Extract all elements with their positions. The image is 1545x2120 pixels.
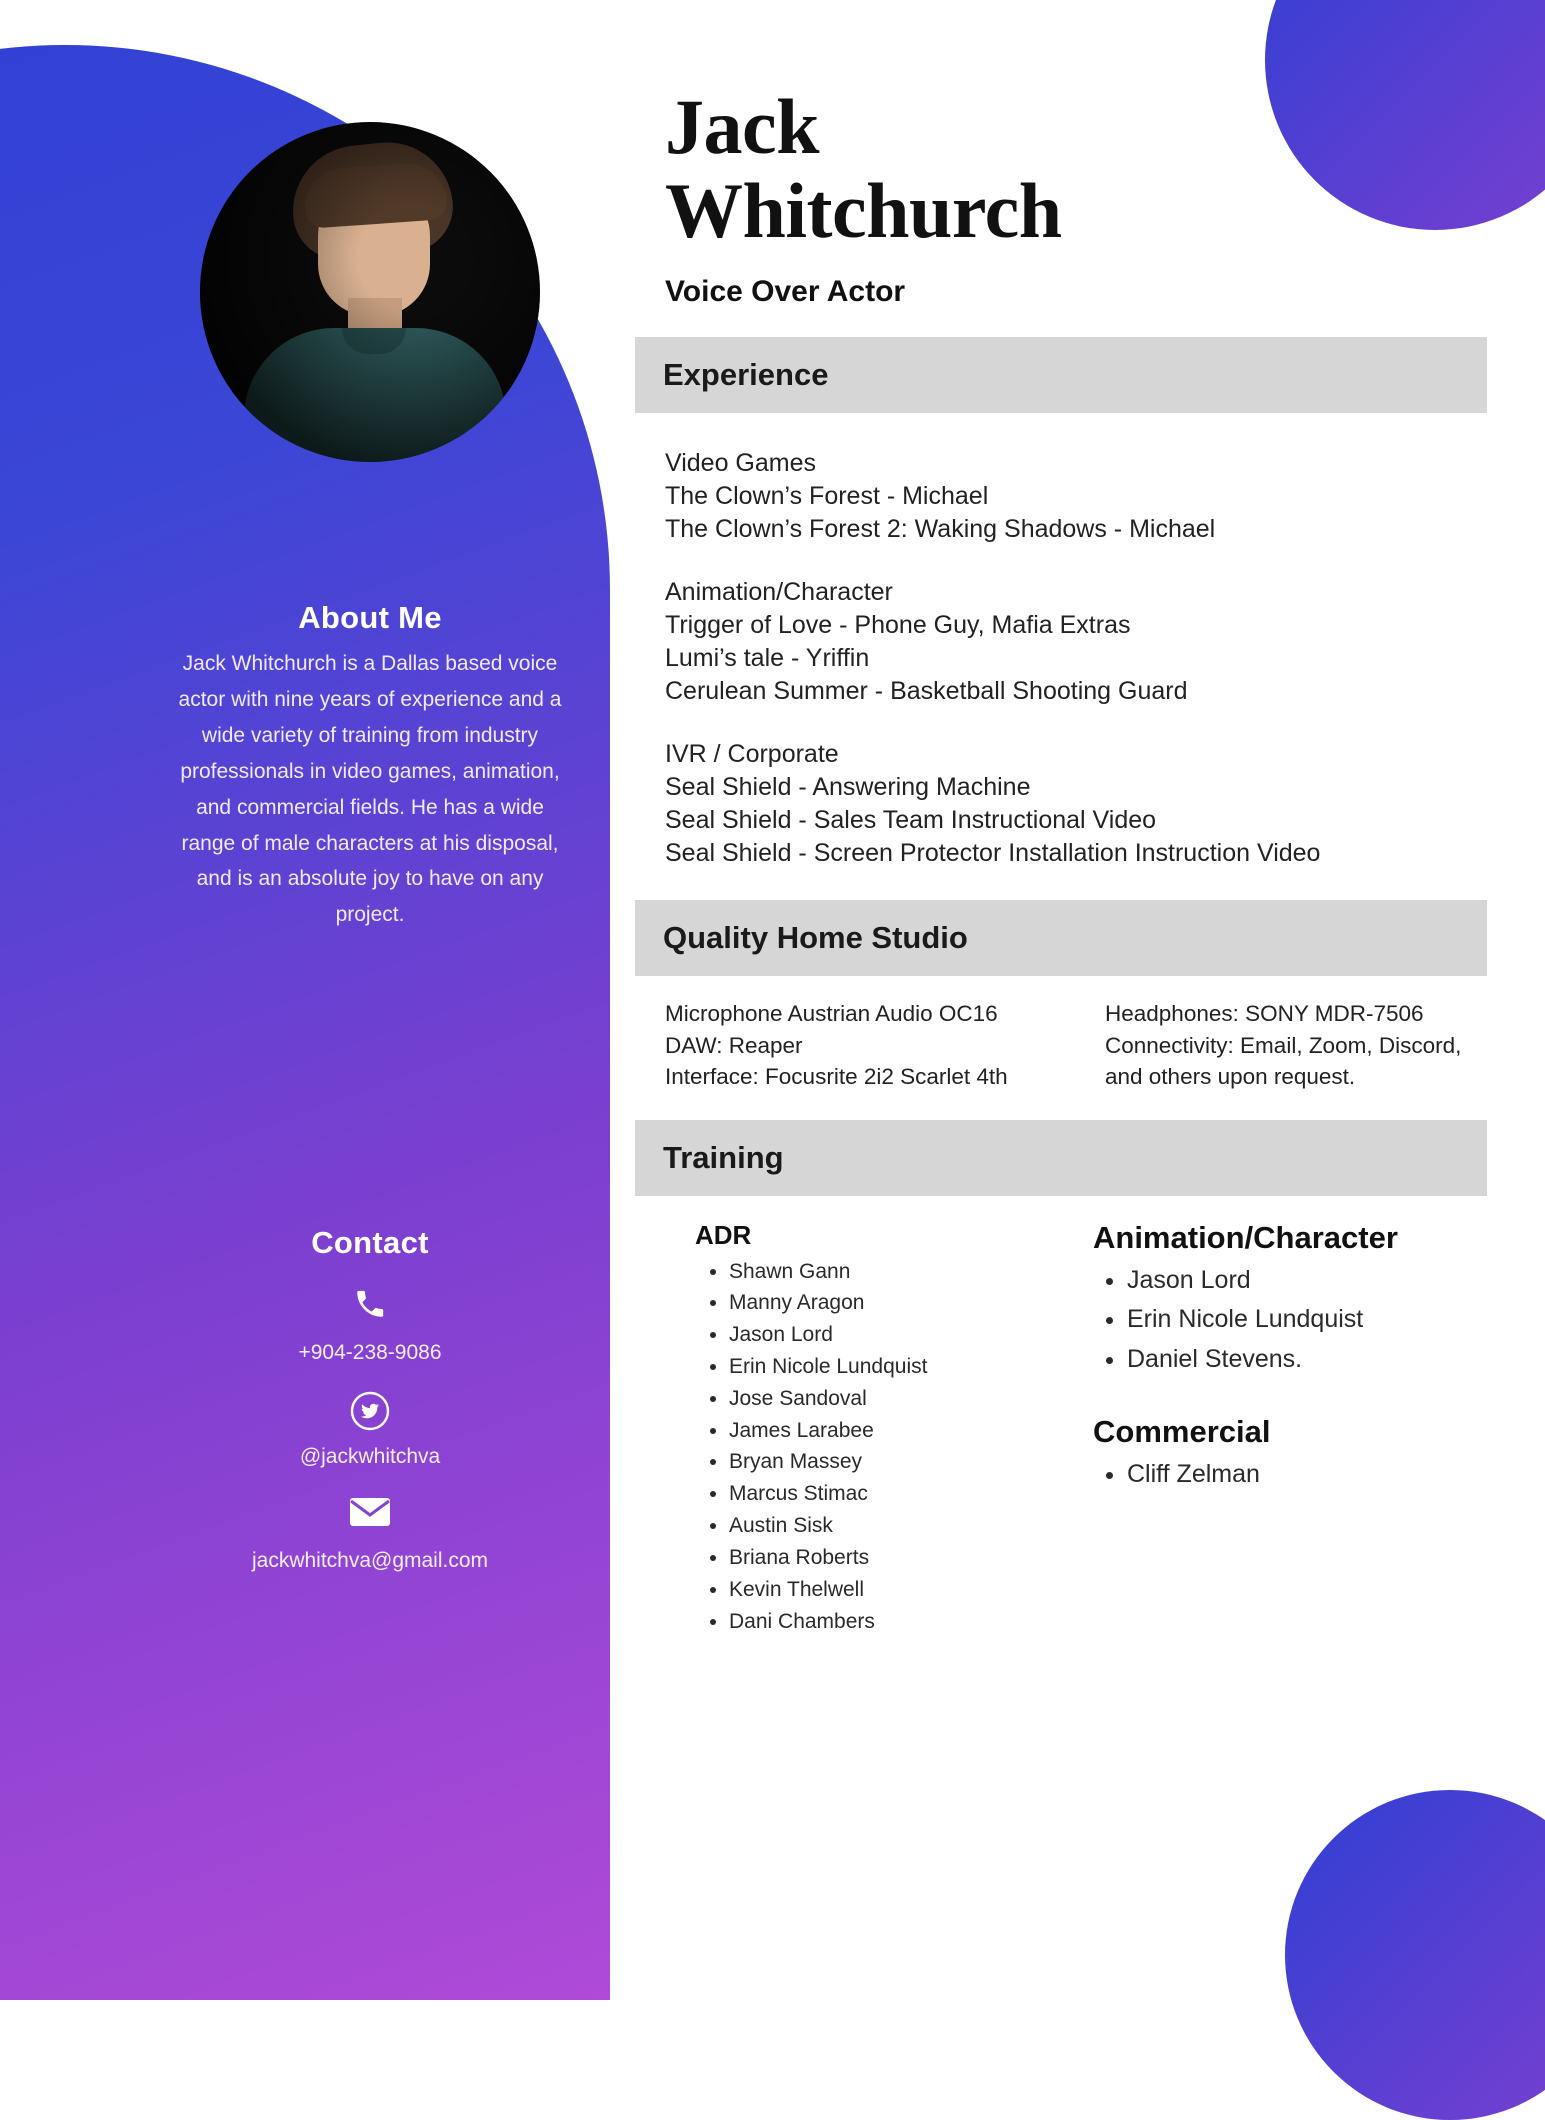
- experience-item: Cerulean Summer - Basketball Shooting Guard: [665, 677, 1188, 706]
- studio-item: and others upon request.: [1105, 1063, 1356, 1089]
- contact-phone[interactable]: [160, 1287, 580, 1365]
- contact-phone-value: +904-238-9086: [298, 1341, 442, 1364]
- about-me-block: [160, 600, 580, 933]
- studio-item: Headphones: SONY MDR-7506: [1105, 1001, 1424, 1027]
- experience-group: [665, 738, 1515, 870]
- contact-email-value: jackwhitchva@gmail.com: [251, 1549, 489, 1572]
- first-name: Jack: [665, 83, 819, 170]
- section-header-training: [635, 1120, 1487, 1196]
- training-subheading-commercial: Commercial: [1093, 1414, 1271, 1450]
- experience-item: The Clown’s Forest 2: Waking Shadows - Michael: [665, 515, 1216, 544]
- section-header-studio: [635, 900, 1487, 976]
- sidebar: [0, 0, 610, 2000]
- experience-item: Lumi’s tale - Yriffin: [665, 644, 870, 673]
- experience-body: [665, 447, 1515, 870]
- last-name: Whitchurch: [665, 167, 1062, 255]
- experience-item: Seal Shield - Screen Protector Installation Instruction Video: [665, 839, 1321, 868]
- contact-block: [160, 1225, 580, 1573]
- experience-category: Video Games: [665, 449, 817, 478]
- contact-twitter-value: @jackwhitchva: [299, 1445, 441, 1468]
- list-item: • James Larabee: [729, 1416, 1075, 1446]
- training-list-commercial: [1093, 1456, 1487, 1494]
- page-title: [665, 85, 1285, 253]
- list-item: • Cliff Zelman: [1127, 1456, 1487, 1494]
- experience-category: IVR / Corporate: [665, 740, 839, 769]
- list-item: • Jason Lord: [729, 1320, 1075, 1350]
- list-item: • Shawn Gann: [729, 1257, 1075, 1287]
- experience-item: Trigger of Love - Phone Guy, Mafia Extras: [665, 611, 1131, 640]
- list-item: • Austin Sisk: [729, 1511, 1075, 1541]
- training-column-animation: [1075, 1220, 1487, 1639]
- contact-email[interactable]: [160, 1495, 580, 1573]
- email-icon: [348, 1495, 392, 1539]
- main-content: [635, 0, 1515, 2000]
- section-title-training: Training: [663, 1139, 784, 1175]
- studio-item: Microphone Austrian Audio OC16: [665, 1001, 998, 1027]
- list-item: • Briana Roberts: [729, 1543, 1075, 1573]
- contact-twitter[interactable]: [160, 1391, 580, 1469]
- phone-icon: [348, 1287, 392, 1331]
- section-header-experience: [635, 337, 1487, 413]
- studio-item: Connectivity: Email, Zoom, Discord,: [1105, 1032, 1462, 1058]
- training-body: [635, 1220, 1515, 1639]
- experience-item: Seal Shield - Sales Team Instructional Video: [665, 806, 1157, 835]
- list-item: • Erin Nicole Lundquist: [729, 1352, 1075, 1382]
- contact-heading: Contact: [311, 1225, 429, 1260]
- about-me-heading: About Me: [298, 600, 442, 635]
- list-item: • Jason Lord: [1127, 1262, 1487, 1300]
- experience-group: [665, 576, 1515, 708]
- list-item: • Dani Chambers: [729, 1607, 1075, 1637]
- section-title-experience: Experience: [663, 357, 829, 393]
- list-item: • Marcus Stimac: [729, 1479, 1075, 1509]
- training-list-animation: [1093, 1262, 1487, 1379]
- studio-column-right: [1105, 998, 1505, 1091]
- section-title-studio: Quality Home Studio: [663, 920, 968, 956]
- job-role: Voice Over Actor: [665, 275, 906, 309]
- avatar: [200, 122, 540, 462]
- studio-details: [665, 998, 1515, 1091]
- list-item: • Manny Aragon: [729, 1288, 1075, 1318]
- about-me-text: Jack Whitchurch is a Dallas based voice actor with nine years of experience and a wide variety of training from industry professionals in video games, animation, and commercial fields. He has a wide range of male characters at his disposal, and is an absolute joy to have on any project.: [178, 652, 562, 927]
- studio-item: DAW: Reaper: [665, 1032, 803, 1058]
- experience-item: The Clown’s Forest - Michael: [665, 482, 989, 511]
- training-list-adr: [695, 1257, 1075, 1637]
- experience-category: Animation/Character: [665, 578, 893, 607]
- experience-item: Seal Shield - Answering Machine: [665, 773, 1031, 802]
- list-item: • Erin Nicole Lundquist: [1127, 1301, 1487, 1339]
- training-subheading-animation: Animation/Character: [1093, 1219, 1398, 1255]
- experience-group: [665, 447, 1515, 546]
- list-item: • Bryan Massey: [729, 1447, 1075, 1477]
- list-item: • Kevin Thelwell: [729, 1575, 1075, 1605]
- studio-column-left: [665, 998, 1105, 1091]
- studio-item: Interface: Focusrite 2i2 Scarlet 4th: [665, 1063, 1008, 1089]
- list-item: • Jose Sandoval: [729, 1384, 1075, 1414]
- list-item: • Daniel Stevens.: [1127, 1341, 1487, 1379]
- training-column-adr: [635, 1220, 1075, 1639]
- training-subheading-adr: ADR: [695, 1219, 752, 1250]
- twitter-icon: [348, 1391, 392, 1435]
